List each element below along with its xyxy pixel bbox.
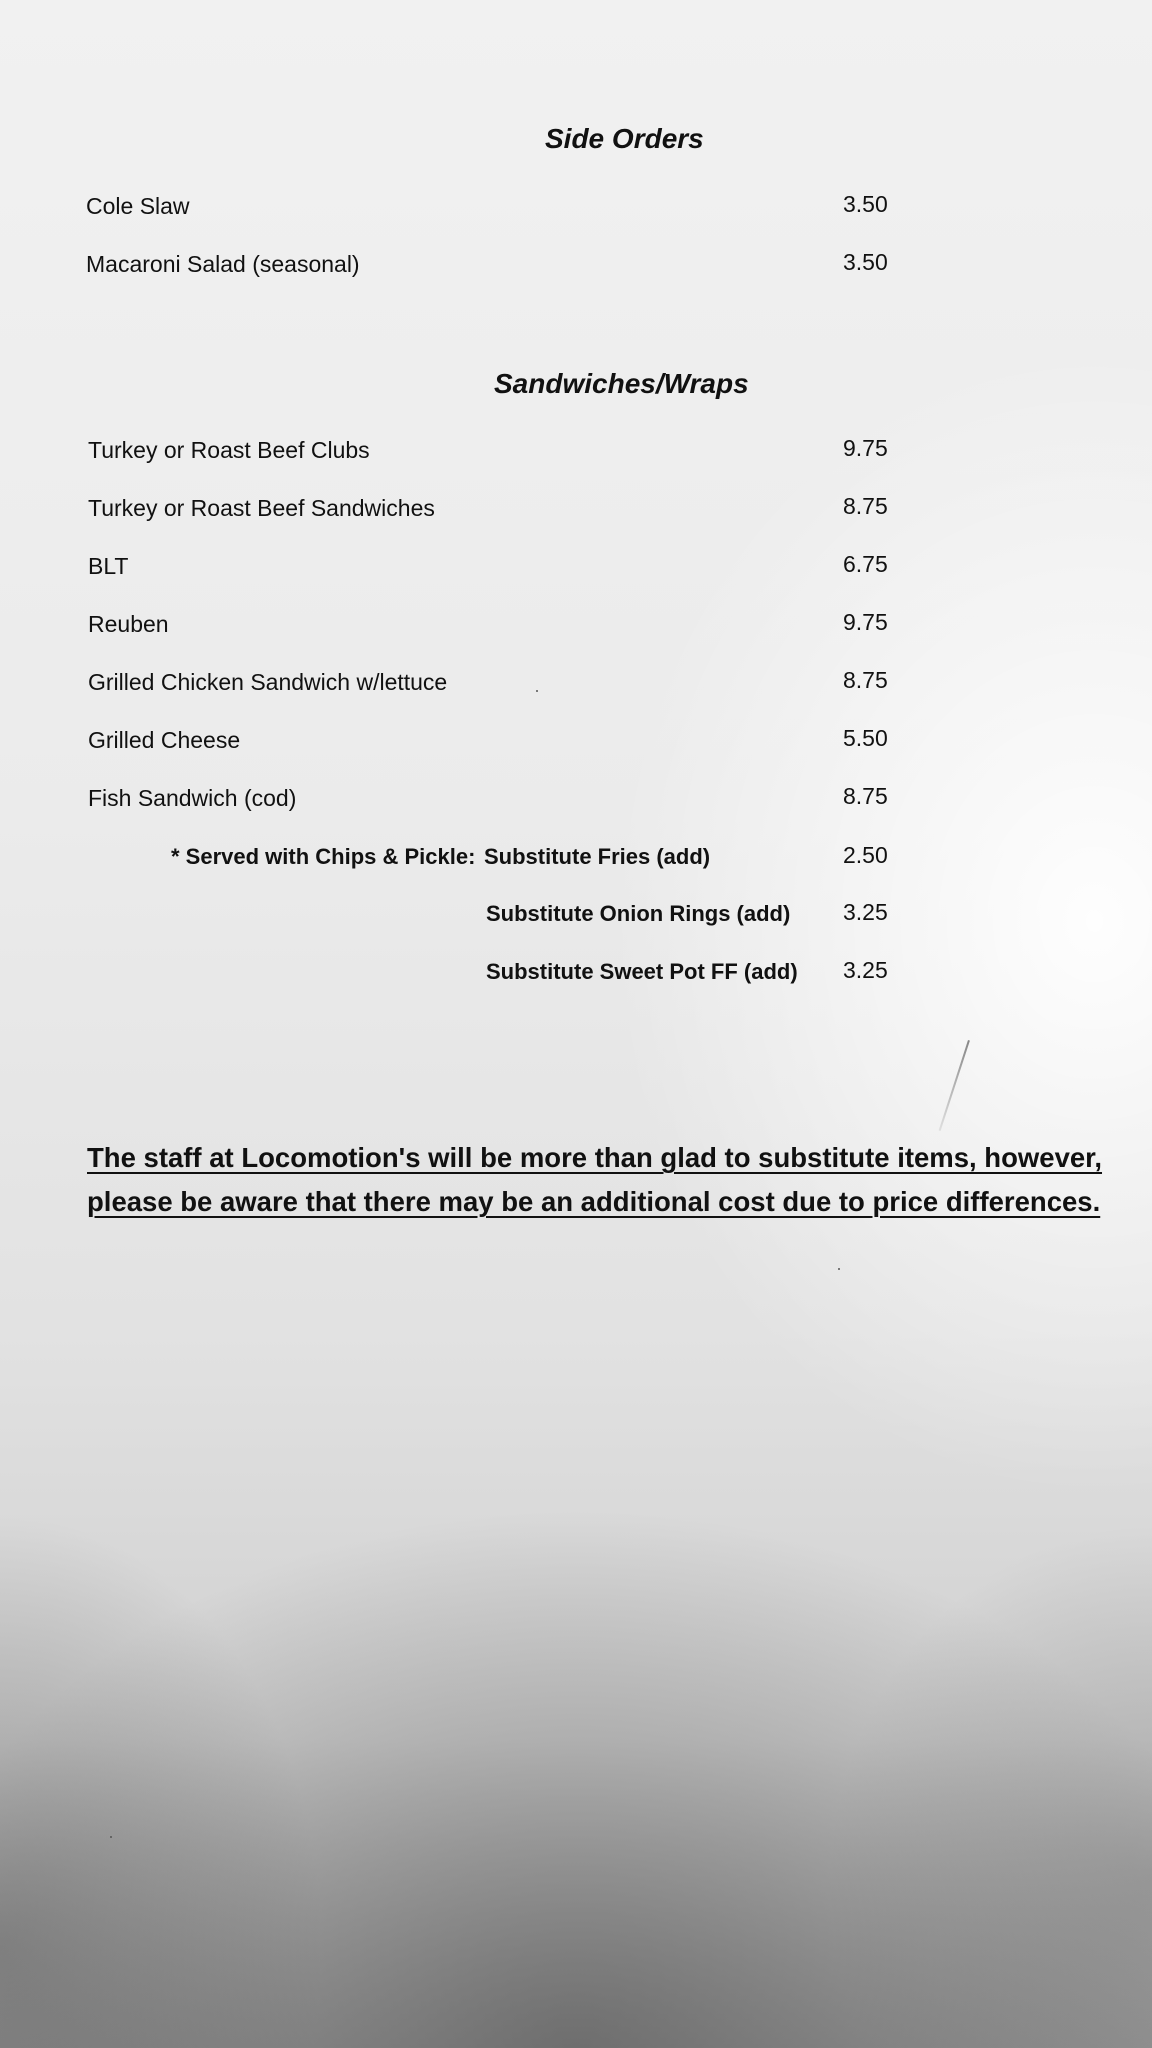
menu-item-name: BLT: [88, 553, 129, 579]
served-with-note: * Served with Chips & Pickle:: [171, 844, 476, 869]
menu-item-name: Grilled Cheese: [88, 727, 241, 753]
menu-item-price: 6.75: [843, 551, 888, 577]
notice-line-2: please be aware that there may be an additional cost due to price differences.: [87, 1186, 1101, 1217]
substitution-price: 2.50: [843, 842, 888, 868]
sandwiches-heading: Sandwiches/Wraps: [494, 368, 749, 399]
paper-speck: [838, 1268, 840, 1270]
menu-item-price: 3.50: [843, 249, 888, 275]
menu-item-name: Cole Slaw: [86, 193, 190, 219]
menu-item-price: 9.75: [843, 609, 888, 635]
paper-speck: [110, 1836, 112, 1838]
substitution-price: 3.25: [843, 957, 888, 983]
side-orders-heading: Side Orders: [545, 123, 704, 154]
menu-item-price: 9.75: [843, 435, 888, 461]
menu-item-price: 3.50: [843, 191, 888, 217]
menu-item-price: 8.75: [843, 493, 888, 519]
menu-item-name: Turkey or Roast Beef Clubs: [88, 437, 370, 463]
menu-item-name: Grilled Chicken Sandwich w/lettuce: [88, 669, 448, 695]
menu-item-name: Turkey or Roast Beef Sandwiches: [88, 495, 435, 521]
notice-line-1: The staff at Locomotion's will be more than glad to substitute items, however,: [87, 1142, 1103, 1173]
substitution-name: Substitute Fries (add): [484, 844, 711, 869]
menu-item-name: Fish Sandwich (cod): [88, 785, 297, 811]
menu-item-price: 5.50: [843, 725, 888, 751]
menu-item-name: Macaroni Salad (seasonal): [86, 251, 360, 277]
substitution-name: Substitute Sweet Pot FF (add): [486, 959, 798, 984]
menu-item-name: Reuben: [88, 611, 169, 637]
menu-item-price: 8.75: [843, 783, 888, 809]
substitution-notice: [87, 1136, 1137, 1224]
substitution-name: Substitute Onion Rings (add): [486, 901, 791, 926]
menu-item-price: 8.75: [843, 667, 888, 693]
paper-scratch-mark: [939, 1040, 970, 1131]
substitution-price: 3.25: [843, 899, 888, 925]
paper-speck: [536, 690, 538, 692]
